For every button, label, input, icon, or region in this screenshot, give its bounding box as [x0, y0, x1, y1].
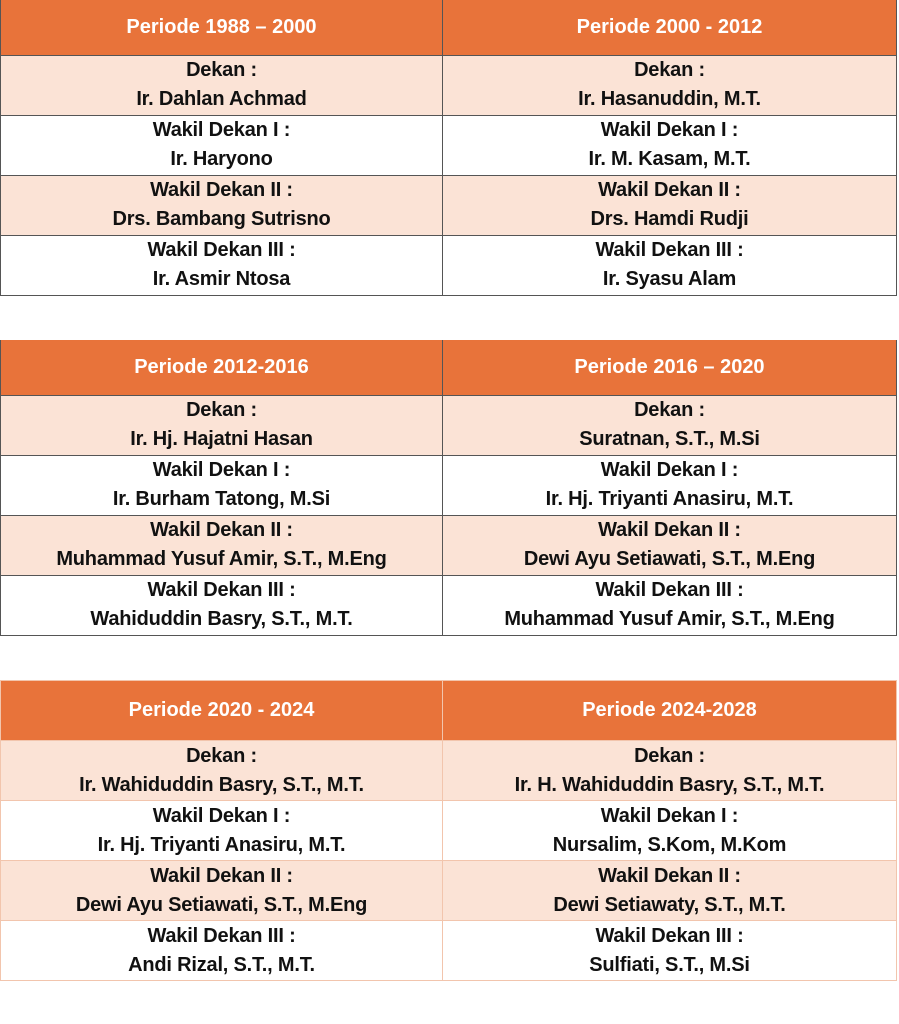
person-name: Ir. Dahlan Achmad: [136, 88, 307, 110]
role-label: Wakil Dekan I :: [600, 459, 739, 481]
person-name: Dewi Ayu Setiawati, S.T., M.Eng: [75, 893, 368, 916]
role-label: Wakil Dekan I :: [152, 459, 291, 481]
office-holder-cell: [1, 515, 443, 575]
person-name: Ir. Syasu Alam: [602, 268, 737, 290]
period-header-row: [1, 340, 897, 395]
period-table-1988-2012: [0, 0, 897, 296]
period-table-2012-2020: [0, 340, 897, 636]
office-holder-cell: [1, 395, 443, 455]
office-holder-cell: [1, 235, 443, 295]
role-label: Dekan :: [634, 399, 705, 421]
person-name: Ir. Hj. Hajatni Hasan: [130, 428, 313, 450]
role-label: Wakil Dekan II :: [598, 519, 741, 541]
period-table-2020-2028: [0, 680, 897, 981]
table-row: [1, 235, 897, 295]
person-name: Ir. Asmir Ntosa: [152, 268, 291, 290]
table-row: [1, 55, 897, 115]
person-name: Ir. Hj. Triyanti Anasiru, M.T.: [97, 833, 346, 856]
office-holder-cell: [1, 741, 443, 801]
table-row: [1, 455, 897, 515]
office-holder-cell: [1, 921, 443, 981]
role-label: Wakil Dekan II :: [598, 179, 741, 201]
office-holder-cell: [1, 575, 443, 635]
office-holder-cell: [443, 395, 897, 455]
office-holder-cell: [443, 741, 897, 801]
person-name: Muhammad Yusuf Amir, S.T., M.Eng: [56, 548, 387, 570]
person-name: Sulfiati, S.T., M.Si: [589, 953, 750, 976]
person-name: Suratnan, S.T., M.Si: [579, 428, 760, 450]
period-header: Periode 2020 - 2024: [1, 681, 443, 741]
person-name: Wahiduddin Basry, S.T., M.T.: [90, 608, 353, 630]
table-row: [1, 575, 897, 635]
office-holder-cell: [443, 801, 897, 861]
table-row: [1, 741, 897, 801]
role-label: Wakil Dekan I :: [600, 119, 739, 141]
person-name: Nursalim, S.Kom, M.Kom: [552, 833, 787, 856]
role-label: Wakil Dekan II :: [150, 519, 293, 541]
office-holder-cell: [1, 115, 443, 175]
role-label: Dekan :: [186, 744, 257, 767]
role-label: Wakil Dekan II :: [598, 864, 741, 887]
office-holder-cell: [443, 235, 897, 295]
person-name: Ir. Burham Tatong, M.Si: [112, 488, 331, 510]
person-name: Ir. M. Kasam, M.T.: [588, 148, 751, 170]
role-label: Dekan :: [186, 59, 257, 81]
office-holder-cell: [1, 861, 443, 921]
office-holder-cell: [443, 175, 897, 235]
role-label: Wakil Dekan III :: [595, 579, 744, 601]
person-name: Ir. Haryono: [170, 148, 273, 170]
office-holder-cell: [443, 575, 897, 635]
person-name: Ir. Hasanuddin, M.T.: [578, 88, 761, 110]
person-name: Drs. Bambang Sutrisno: [112, 208, 331, 230]
table-row: [1, 395, 897, 455]
role-label: Wakil Dekan III :: [595, 924, 744, 947]
office-holder-cell: [443, 861, 897, 921]
office-holder-cell: [443, 455, 897, 515]
role-label: Dekan :: [186, 399, 257, 421]
office-holder-cell: [443, 115, 897, 175]
person-name: Muhammad Yusuf Amir, S.T., M.Eng: [504, 608, 835, 630]
table-row: [1, 115, 897, 175]
role-label: Wakil Dekan III :: [147, 924, 296, 947]
role-label: Dekan :: [634, 59, 705, 81]
role-label: Wakil Dekan I :: [600, 804, 739, 827]
office-holder-cell: [1, 55, 443, 115]
person-name: Ir. H. Wahiduddin Basry, S.T., M.T.: [514, 773, 825, 796]
table-row: [1, 801, 897, 861]
role-label: Wakil Dekan II :: [150, 179, 293, 201]
table-row: [1, 921, 897, 981]
role-label: Wakil Dekan II :: [150, 864, 293, 887]
office-holder-cell: [443, 515, 897, 575]
period-header-row: [1, 0, 897, 55]
role-label: Wakil Dekan I :: [152, 119, 291, 141]
period-header: Periode 1988 – 2000: [1, 0, 443, 55]
table-row: [1, 515, 897, 575]
role-label: Wakil Dekan I :: [152, 804, 291, 827]
person-name: Dewi Ayu Setiawati, S.T., M.Eng: [523, 548, 816, 570]
period-header: Periode 2024-2028: [443, 681, 897, 741]
role-label: Wakil Dekan III :: [595, 239, 744, 261]
period-header: Periode 2000 - 2012: [443, 0, 897, 55]
person-name: Drs. Hamdi Rudji: [590, 208, 749, 230]
role-label: Wakil Dekan III :: [147, 579, 296, 601]
office-holder-cell: [443, 55, 897, 115]
office-holder-cell: [1, 175, 443, 235]
office-holder-cell: [1, 801, 443, 861]
role-label: Dekan :: [634, 744, 705, 767]
person-name: Ir. Hj. Triyanti Anasiru, M.T.: [545, 488, 794, 510]
role-label: Wakil Dekan III :: [147, 239, 296, 261]
table-row: [1, 175, 897, 235]
period-header-row: [1, 681, 897, 741]
table-row: [1, 861, 897, 921]
person-name: Andi Rizal, S.T., M.T.: [128, 953, 315, 976]
period-header: Periode 2012-2016: [1, 340, 443, 395]
office-holder-cell: [443, 921, 897, 981]
period-header: Periode 2016 – 2020: [443, 340, 897, 395]
person-name: Dewi Setiawaty, S.T., M.T.: [553, 893, 786, 916]
office-holder-cell: [1, 455, 443, 515]
person-name: Ir. Wahiduddin Basry, S.T., M.T.: [79, 773, 364, 796]
